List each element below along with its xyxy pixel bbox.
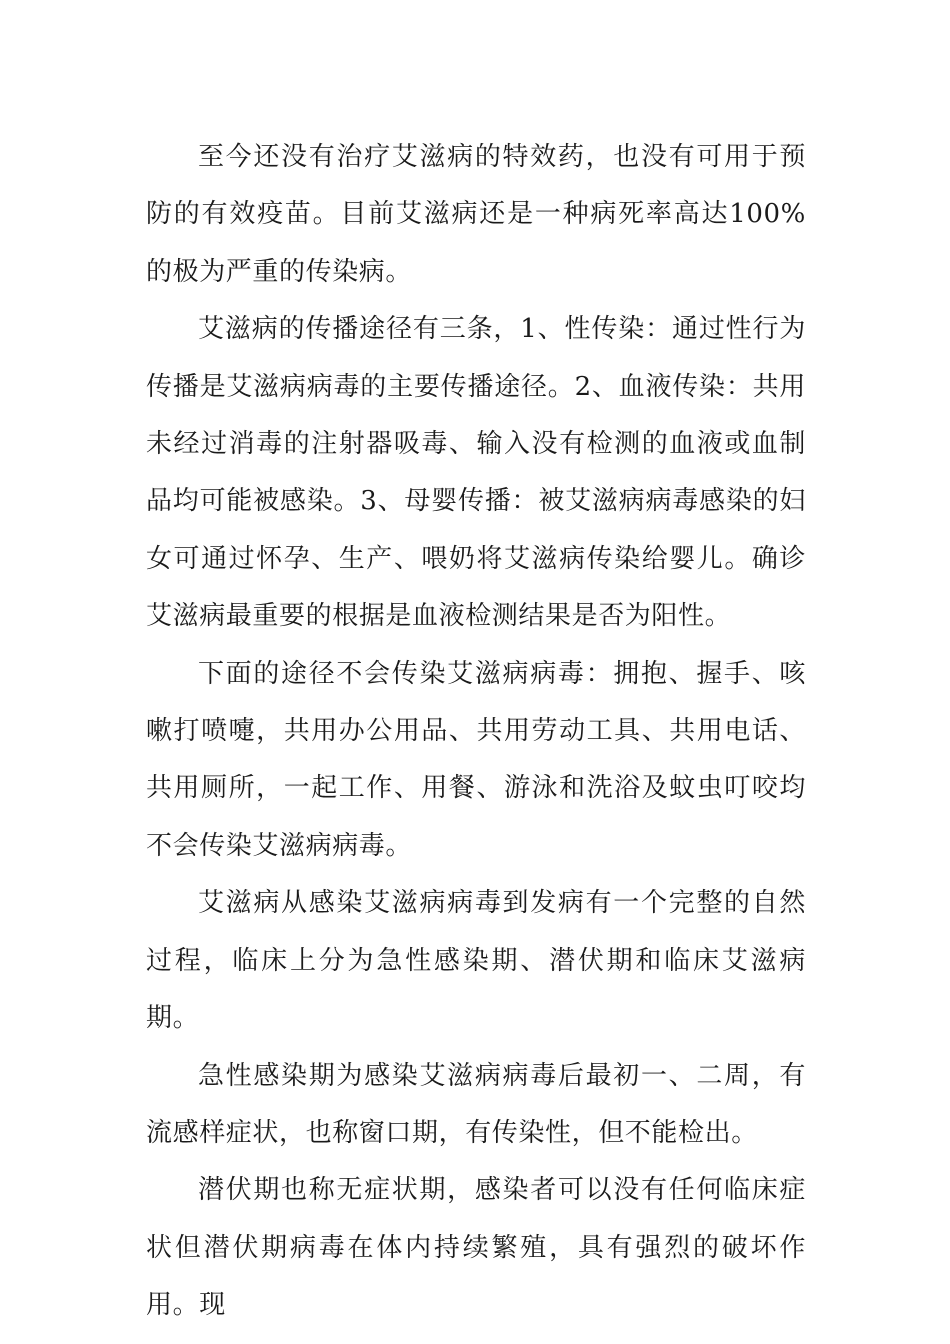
paragraph-natural-course: 艾滋病从感染艾滋病病毒到发病有一个完整的自然过程，临床上分为急性感染期、潜伏期和临床艾滋病期。 (146, 888, 806, 1034)
document-body (146, 129, 806, 1335)
paragraph-no-cure: 至今还没有治疗艾滋病的特效药，也没有可用于预防的有效疫苗。目前艾滋病还是一种病死率高达100%的极为严重的传染病。 (146, 142, 806, 287)
paragraph-non-transmission: 下面的途径不会传染艾滋病病毒：拥抱、握手、咳嗽打喷嚏，共用办公用品、共用劳动工具、共用电话、共用厕所，一起工作、用餐、游泳和洗浴及蚊虫叮咬均不会传染艾滋病病毒。 (146, 658, 806, 861)
paragraph-latent-period: 潜伏期也称无症状期，感染者可以没有任何临床症状但潜伏期病毒在体内持续繁殖，具有强烈的破坏作用。现 (146, 1175, 806, 1321)
paragraph-acute-infection: 急性感染期为感染艾滋病病毒后最初一、二周，有流感样症状，也称窗口期，有传染性，但不能检出。 (146, 1060, 806, 1148)
paragraph-transmission-routes: 艾滋病的传播途径有三条，1、性传染：通过性行为传播是艾滋病病毒的主要传播途径。2、血液传染：共用未经过消毒的注射器吸毒、输入没有检测的血液或血制品均可能被感染。3、母婴传播：被艾滋病病毒感染的妇女可通过怀孕、生产、喂奶将艾滋病传染给婴儿。确诊艾滋病最重要的根据是血液检测结果是否为阳性。 (146, 314, 806, 632)
